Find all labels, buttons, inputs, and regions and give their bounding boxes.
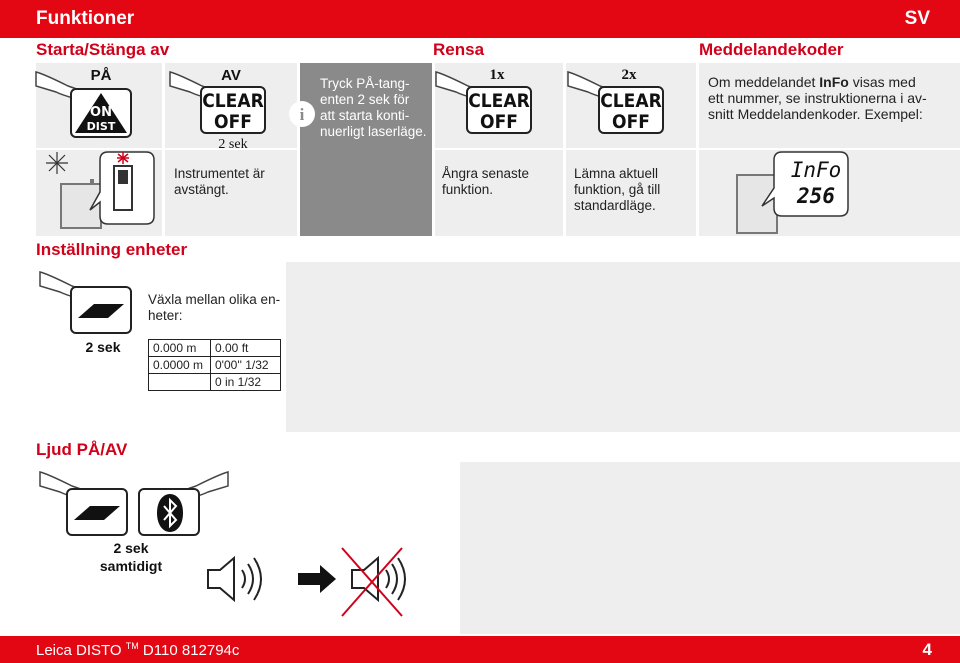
- units-key[interactable]: [66, 488, 128, 536]
- trademark: TM: [125, 641, 139, 651]
- heading-units: Inställning enheter: [30, 238, 193, 262]
- info-text-4: nuerligt laserläge.: [320, 124, 427, 139]
- clear-once-desc-1: Ångra senaste: [442, 166, 530, 181]
- table-cell: 0.000 m: [149, 340, 211, 357]
- table-cell: 0 in 1/32: [211, 374, 281, 391]
- table-row: [149, 357, 281, 374]
- clear-key-twice[interactable]: [598, 86, 664, 134]
- on-dist-key[interactable]: [70, 88, 132, 138]
- table-cell: 0.0000 m: [149, 357, 211, 374]
- bluetooth-key[interactable]: [138, 488, 200, 536]
- units-table: [148, 339, 281, 391]
- product-suffix: D110 812794c: [138, 642, 240, 659]
- product-prefix: Leica DISTO: [36, 642, 122, 659]
- speech-bubble-icon: [88, 150, 158, 230]
- table-row: [149, 374, 281, 391]
- laser-burst-icon: [46, 152, 68, 174]
- display-info: InFo: [790, 158, 842, 182]
- table-row: [149, 340, 281, 357]
- heading-messages: Meddelandekoder: [693, 39, 960, 63]
- clear-twice-label: 2x: [621, 67, 637, 83]
- table-cell: 0'00'' 1/32: [211, 357, 281, 374]
- surface-icon: [76, 296, 126, 326]
- info-text-3: att starta konti-: [320, 108, 410, 123]
- key-line2: OFF: [480, 111, 518, 133]
- on-key-line2: DIST: [86, 120, 116, 133]
- messages-info-code: InFo: [819, 74, 849, 90]
- svg-text:i: i: [299, 105, 305, 124]
- sound-together: samtidigt: [99, 558, 163, 574]
- clear-twice-desc-3: standardläge.: [574, 198, 656, 213]
- key-line2: OFF: [612, 111, 650, 133]
- heading-start-stop: Starta/Stänga av: [30, 39, 430, 63]
- units-desc-1: Växla mellan olika en-: [148, 292, 281, 307]
- speaker-off-icon: [340, 546, 420, 626]
- off-desc-2: avstängt.: [174, 182, 229, 197]
- table-cell: [149, 374, 211, 391]
- off-desc-1: Instrumentet är: [174, 166, 265, 181]
- product-name: [36, 641, 239, 659]
- bluetooth-icon: [155, 493, 185, 533]
- heading-clear: Rensa: [427, 39, 697, 63]
- sound-duration: 2 sek: [113, 540, 149, 556]
- messages-desc-1c: visas med: [848, 74, 916, 90]
- messages-desc-3: snitt Meddelandenkoder. Exempel:: [708, 106, 923, 122]
- arrow-right-icon: [298, 564, 338, 594]
- messages-desc-1: [708, 74, 916, 90]
- footer-bar: [0, 636, 960, 663]
- on-key-line1: ON: [90, 105, 112, 120]
- units-desc-2: heter:: [148, 308, 183, 323]
- off-duration: 2 sek: [218, 137, 248, 152]
- page-title: Funktioner: [36, 8, 135, 29]
- speaker-on-icon: [206, 554, 266, 604]
- info-text-1: Tryck PÅ-tang-: [320, 76, 410, 91]
- clear-off-key[interactable]: [200, 86, 266, 134]
- units-key[interactable]: [70, 286, 132, 334]
- header-bar: [0, 0, 960, 38]
- surface-icon: [72, 498, 122, 528]
- heading-sound: Ljud PÅ/AV: [30, 438, 133, 462]
- key-line1: CLEAR: [600, 90, 662, 112]
- clear-twice-desc-2: funktion, gå till: [574, 182, 661, 197]
- key-line1: CLEAR: [202, 90, 264, 112]
- info-icon: [288, 100, 316, 128]
- messages-desc-2: ett nummer, se instruktionerna i av-: [708, 90, 927, 106]
- clear-once-label: 1x: [489, 67, 505, 83]
- off-label: AV: [221, 67, 241, 84]
- clear-key-once[interactable]: [466, 86, 532, 134]
- display-code: 256: [797, 184, 835, 208]
- key-line1: CLEAR: [468, 90, 530, 112]
- messages-desc-1a: Om meddelandet: [708, 74, 820, 90]
- info-text-2: enten 2 sek för: [320, 92, 410, 107]
- table-cell: 0.00 ft: [211, 340, 281, 357]
- key-line2: OFF: [214, 111, 252, 133]
- on-label: PÅ: [90, 67, 112, 84]
- clear-once-desc-2: funktion.: [442, 182, 494, 197]
- units-duration: 2 sek: [85, 339, 121, 355]
- clear-twice-desc-1: Lämna aktuell: [574, 166, 659, 181]
- page-number: 4: [922, 640, 932, 659]
- language-code: SV: [904, 8, 930, 29]
